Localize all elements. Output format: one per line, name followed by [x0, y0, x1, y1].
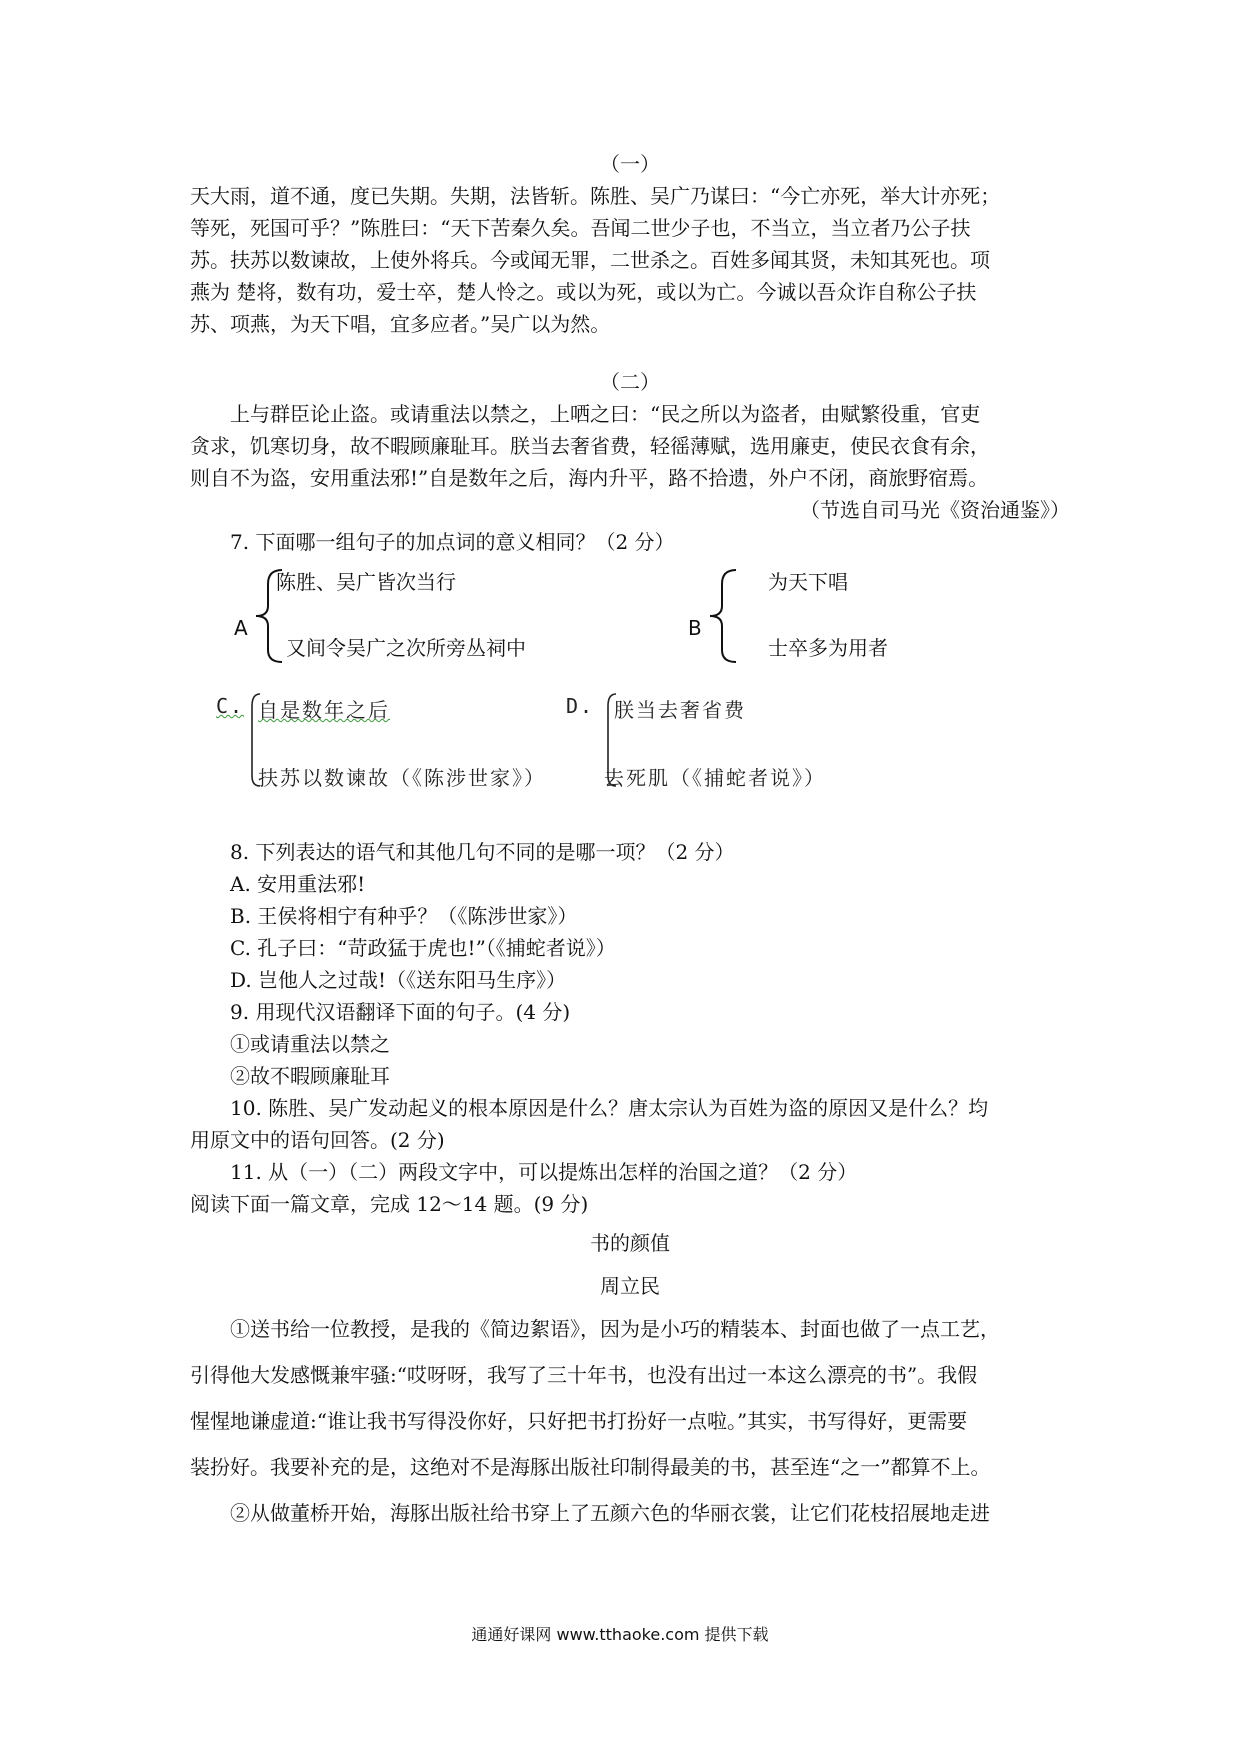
section-2-text	[190, 398, 1070, 526]
text-line: 上与群臣论止盗。或请重法以禁之，上哂之曰：“民之所以为盗者，由赋繁役重，官吏	[230, 402, 981, 426]
option-b-line-2: 士卒多为用者	[768, 636, 888, 660]
option-a-line-1: 陈胜、吴广皆次当行	[276, 570, 456, 594]
document-page	[190, 148, 1070, 1536]
option-a-letter: A	[234, 616, 248, 640]
question-10-line-1: 10. 陈胜、吴广发动起义的根本原因是什么？唐太宗认为百姓为盗的原因又是什么？均	[230, 1096, 989, 1120]
page-footer: 通通好课网 www.tthaoke.com 提供下载	[471, 1625, 769, 1644]
article-line: ①送书给一位教授，是我的《简边絮语》，因为是小巧的精装本、封面也做了一点工艺，	[230, 1317, 1000, 1341]
question-9-stem: 9. 用现代汉语翻译下面的句子。(4 分)	[230, 1000, 571, 1024]
text-line: 则自不为盗，安用重法邪!”自是数年之后，海内升平，路不拾遗，外户不闭，商旅野宿焉。	[190, 466, 989, 490]
option-d-line-1: 朕当去奢省费	[614, 698, 746, 722]
article-title: 书的颜值	[590, 1231, 670, 1255]
reading-intro: 阅读下面一篇文章，完成 12～14 题。(9 分)	[190, 1192, 589, 1216]
section-2-heading: （二）	[600, 370, 660, 394]
section-1-heading: （一）	[600, 152, 660, 176]
option-d-letter: D.	[566, 694, 595, 718]
question-10-line-2: 用原文中的语句回答。(2 分)	[190, 1128, 445, 1152]
option-a-line-2: 又间令吴广之次所旁丛祠中	[286, 636, 526, 660]
article-line: ②从做董桥开始，海豚出版社给书穿上了五颜六色的华丽衣裳，让它们花枝招展地走进	[230, 1501, 990, 1525]
question-8-option-c: C. 孔子曰：“苛政猛于虎也!”（《捕蛇者说》）	[230, 936, 616, 960]
option-c-line-1: 自是数年之后	[258, 698, 390, 722]
question-8-option-a: A. 安用重法邪!	[230, 872, 366, 896]
option-b-line-1: 为天下唱	[768, 570, 848, 594]
option-d-line-2: 去死肌（《捕蛇者说》）	[604, 766, 826, 790]
question-11: 11. 从（一）（二）两段文字中，可以提炼出怎样的治国之道？（2 分）	[230, 1160, 858, 1184]
article-body	[190, 1306, 1070, 1536]
text-line: 苏、项燕，为天下唱，宜多应者。”吴广以为然。	[190, 312, 611, 336]
brace-icon	[706, 566, 742, 666]
question-8-option-b: B. 王侯将相宁有种乎？（《陈涉世家》）	[230, 904, 578, 928]
question-8-option-d: D. 岂他人之过哉!（《送东阳马生序》）	[230, 968, 567, 992]
question-7-stem: 7. 下面哪一组句子的加点词的意义相同？（2 分）	[230, 530, 675, 554]
text-line: 燕为 楚将，数有功，爱士卒，楚人怜之。或以为死，或以为亡。今诚以吾众诈自称公子扶	[190, 280, 977, 304]
text-line: 等死，死国可乎？”陈胜曰：“天下苦秦久矣。吾闻二世少子也，不当立，当立者乃公子扶	[190, 216, 971, 240]
option-c-line-2: 扶苏以数谏故（《陈涉世家》）	[258, 766, 546, 790]
option-b-letter: B	[688, 616, 702, 640]
article-author: 周立民	[600, 1274, 660, 1298]
question-9-item-2: ②故不暇顾廉耻耳	[230, 1064, 390, 1088]
article-line: 引得他大发感慨兼牢骚:“哎呀呀，我写了三十年书，也没有出过一本这么漂亮的书”。我假	[190, 1363, 978, 1387]
option-c-letter: C.	[216, 694, 245, 718]
source-citation: （节选自司马光《资治通鉴》）	[800, 498, 1070, 522]
section-1-text	[190, 180, 1070, 340]
question-9-item-1: ①或请重法以禁之	[230, 1032, 390, 1056]
question-8-stem: 8. 下列表达的语气和其他几句不同的是哪一项？（2 分）	[230, 840, 735, 864]
question-7-options	[190, 566, 1070, 836]
text-line: 贪求，饥寒切身，故不暇顾廉耻耳。朕当去奢省费，轻徭薄赋，选用廉吏，使民衣食有余，	[190, 434, 990, 458]
article-line: 装扮好。我要补充的是，这绝对不是海豚出版社印制得最美的书，甚至连“之一”都算不上。	[190, 1455, 991, 1479]
article-line: 惺惺地谦虚道:“谁让我书写得没你好，只好把书打扮好一点啦。”其实，书写得好，更需要	[190, 1409, 968, 1433]
text-line: 苏。扶苏以数谏故，上使外将兵。今或闻无罪，二世杀之。百姓多闻其贤，未知其死也。项	[190, 248, 990, 272]
text-line: 天大雨，道不通，度已失期。失期，法皆斩。陈胜、吴广乃谋曰：“今亡亦死，举大计亦死；	[190, 184, 1001, 208]
